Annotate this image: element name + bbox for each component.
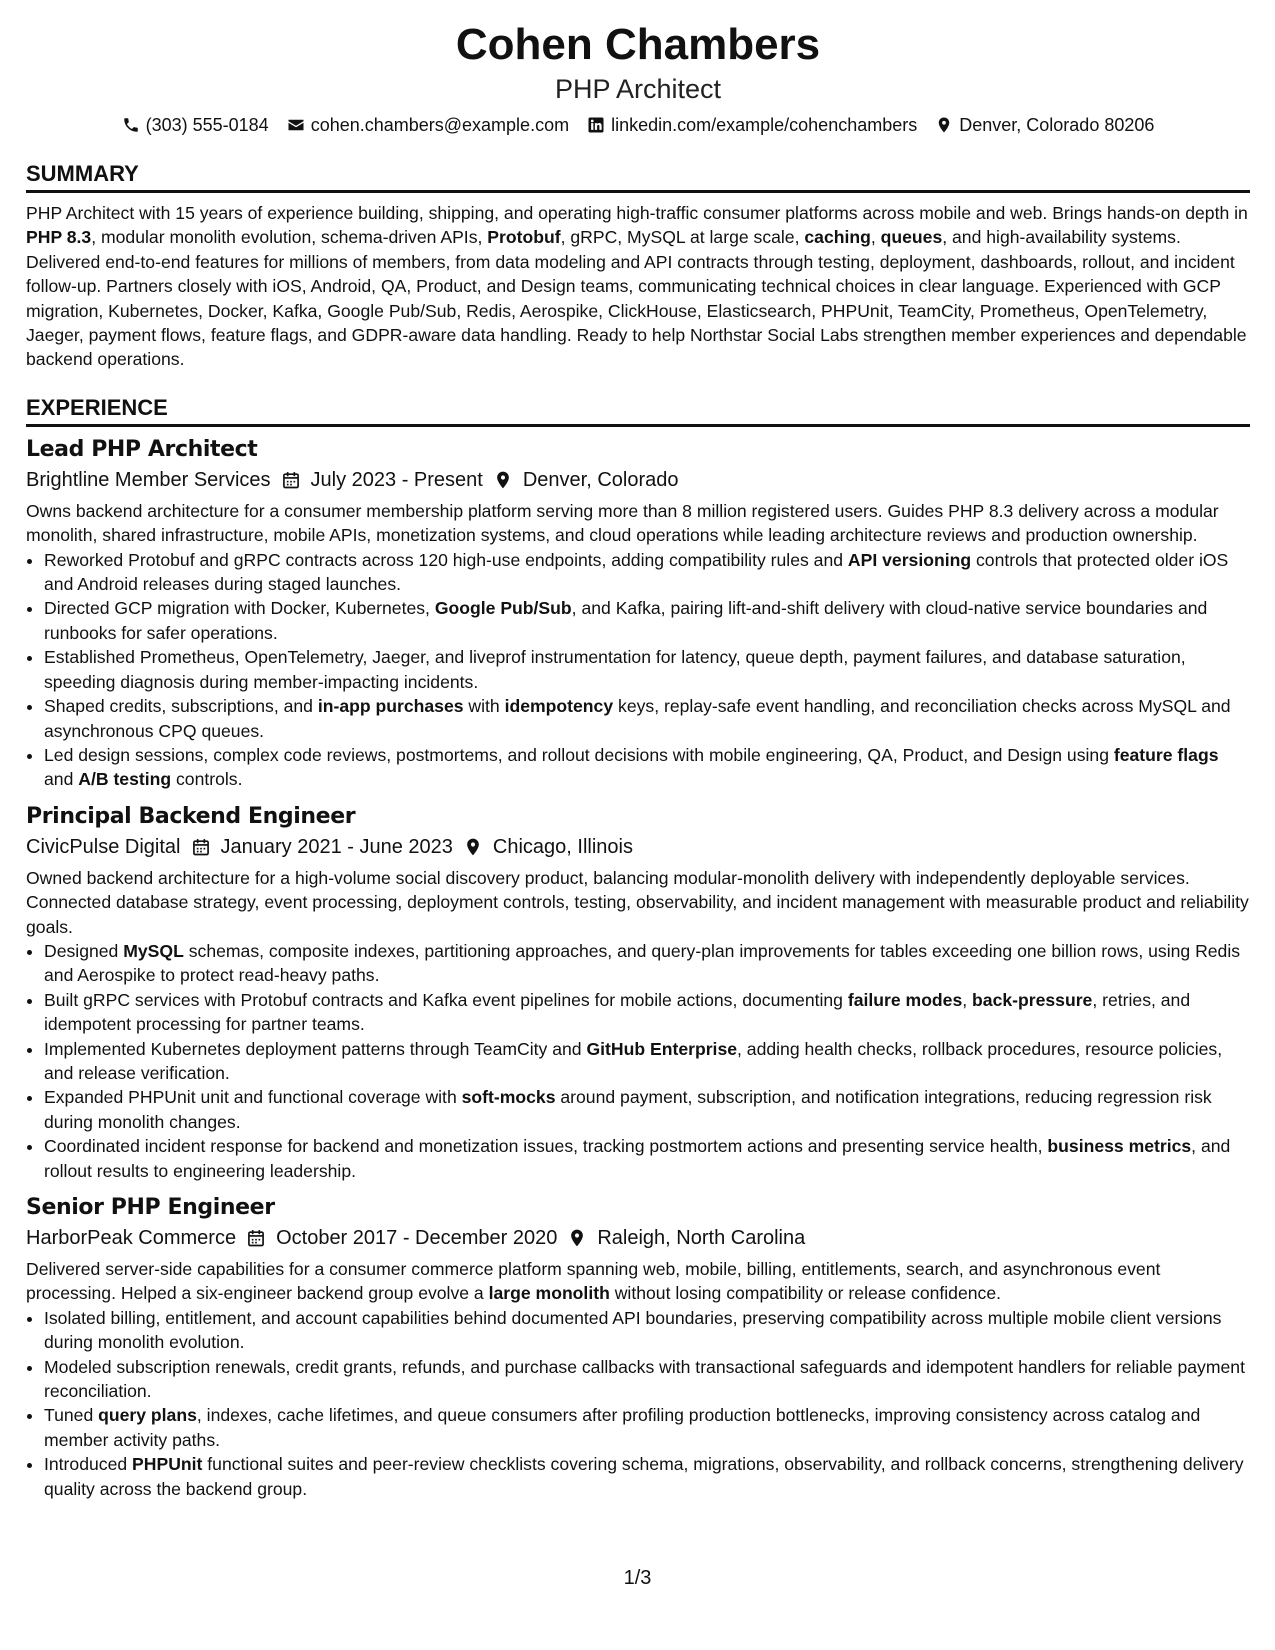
location-text: Denver, Colorado 80206	[959, 115, 1155, 135]
job-title: Senior PHP Engineer	[26, 1195, 275, 1220]
bold-keyword: soft-mocks	[461, 1087, 556, 1108]
bullet-item: • Designed MySQL schemas, composite indexes, partitioning approaches, and query-plan improvements for tables exceeding one billion rows, using Redis and Aerospike to protect read-heavy paths.	[44, 939, 1250, 988]
map-pin-icon	[493, 470, 513, 490]
summary-text: PHP Architect with 15 years of experience building, shipping, and operating high-traffic consumer platforms across mobile and web. Brings hands-on depth in PHP 8.3, modular monolith evolution, schema-driven APIs, Protobuf, gRPC, MySQL at large scale, caching, queues, and high-availability systems. Delivered end-to-end features for millions of members, from data modeling and API contracts through testing, deployment, dashboards, rollout, and incident follow-up. Partners closely with iOS, Android, QA, Product, and Design teams, communicating technical choices in clear language. Experienced with GCP migration, Kubernetes, Docker, Kafka, Google Pub/Sub, Redis, Aerospike, ClickHouse, Elasticsearch, PHPUnit, TeamCity, Prometheus, OpenTelemetry, Jaeger, payment flows, feature flags, and GDPR-aware data handling. Ready to help Northstar Social Labs strengthen member experiences and dependable backend operations.	[26, 203, 1248, 370]
summary-heading: SUMMARY	[26, 160, 1250, 193]
job-bullets	[26, 1306, 1250, 1501]
map-pin-icon	[935, 116, 953, 134]
calendar-icon	[281, 470, 301, 490]
contact-email	[287, 112, 569, 138]
bullet-item: • Coordinated incident response for backend and monetization issues, tracking postmortem actions and presenting service health, business metrics, and rollout results to engineering leadership.	[44, 1134, 1250, 1183]
calendar-icon	[191, 837, 211, 857]
phone-text: (303) 555-0184	[145, 115, 269, 135]
job-bullets	[26, 548, 1250, 792]
contact-linkedin	[587, 112, 917, 138]
experience-section	[26, 394, 1250, 1501]
map-pin-icon	[567, 1228, 587, 1248]
email-text: cohen.chambers@example.com	[310, 115, 570, 135]
job-location: Denver, Colorado	[522, 468, 679, 491]
job-title: Lead PHP Architect	[26, 436, 258, 462]
bold-keyword: business metrics	[1047, 1136, 1192, 1157]
job-company: Brightline Member Services	[26, 468, 271, 491]
bold-keyword: caching	[804, 227, 871, 248]
contact-location	[935, 112, 1154, 138]
job-entry	[26, 802, 1250, 1183]
map-pin-icon	[463, 837, 483, 857]
bullet-item: • Led design sessions, complex code reviews, postmortems, and rollout decisions with mobile engineering, QA, Product, and Design using feature flags and A/B testing controls.	[44, 743, 1250, 792]
bullet-item: • Expanded PHPUnit unit and functional coverage with soft-mocks around payment, subscription, and notification integrations, reducing regression risk during monolith changes.	[44, 1085, 1250, 1134]
job-company: HarborPeak Commerce	[26, 1227, 237, 1249]
bold-keyword: idempotency	[504, 696, 614, 717]
candidate-name: Cohen Chambers	[455, 20, 821, 69]
bullet-item: • Reworked Protobuf and gRPC contracts across 120 high-use endpoints, adding compatibility rules and API versioning controls that protected older iOS and Android releases during staged launches.	[44, 548, 1250, 597]
bold-keyword: MySQL	[123, 940, 184, 961]
job-description: Owned backend architecture for a high-volume social discovery product, balancing modular-monolith delivery with independently deployable services. Connected database strategy, event processing, deployment controls, testing, observability, and incident management with measurable product and reliability goals.	[26, 867, 1249, 937]
bullet-item: • Built gRPC services with Protobuf contracts and Kafka event pipelines for mobile actions, documenting failure modes, back-pressure, retries, and idempotent processing for partner teams.	[44, 988, 1250, 1037]
job-entry	[26, 1193, 1250, 1501]
resume-header	[26, 18, 1250, 138]
calendar-icon	[246, 1228, 266, 1248]
linkedin-text: linkedin.com/example/cohenchambers	[611, 115, 918, 135]
job-location: Raleigh, North Carolina	[597, 1227, 806, 1249]
bullet-item: • Tuned query plans, indexes, cache lifetimes, and queue consumers after profiling production bottlenecks, improving consistency across catalog and member activity paths.	[44, 1403, 1250, 1452]
bullet-item: • Shaped credits, subscriptions, and in-app purchases with idempotency keys, replay-safe event handling, and reconciliation checks across MySQL and asynchronous CPQ queues.	[44, 694, 1250, 743]
job-company: CivicPulse Digital	[26, 835, 181, 858]
contact-line	[26, 112, 1250, 138]
bullet-item: • Isolated billing, entitlement, and account capabilities behind documented API boundaries, preserving compatibility across multiple mobile client versions during monolith evolution.	[44, 1306, 1250, 1355]
bold-keyword: Google Pub/Sub	[434, 598, 572, 619]
bullet-item: • Established Prometheus, OpenTelemetry, Jaeger, and liveprof instrumentation for latency, queue depth, payment failures, and database saturation, speeding diagnosis during member-impacting incidents.	[44, 645, 1250, 694]
envelope-icon	[287, 116, 305, 134]
bold-keyword: GitHub Enterprise	[586, 1038, 738, 1059]
bullet-item: • Modeled subscription renewals, credit grants, refunds, and purchase callbacks with transactional safeguards and idempotent handlers for reliable payment reconciliation.	[44, 1355, 1250, 1404]
job-dates: October 2017 - December 2020	[276, 1227, 558, 1249]
bold-keyword: queues	[880, 227, 943, 248]
bold-keyword: large monolith	[488, 1283, 610, 1304]
bold-keyword: API versioning	[847, 549, 972, 570]
job-meta	[26, 832, 1250, 862]
bold-keyword: feature flags	[1113, 744, 1219, 765]
bold-keyword: A/B testing	[78, 769, 172, 790]
job-entry	[26, 435, 1250, 792]
phone-icon	[122, 116, 140, 134]
bold-keyword: back-pressure	[972, 989, 1093, 1010]
bold-keyword: Protobuf	[487, 227, 561, 248]
job-title: Principal Backend Engineer	[26, 803, 356, 829]
experience-heading: EXPERIENCE	[26, 394, 1250, 427]
page-number: 1/3	[623, 1567, 652, 1589]
bold-keyword: query plans	[98, 1405, 197, 1426]
job-meta	[26, 465, 1250, 495]
resume-page	[26, 18, 1250, 1501]
bold-keyword: PHP 8.3	[26, 227, 92, 248]
summary-section	[26, 160, 1250, 372]
bold-keyword: failure modes	[847, 989, 963, 1010]
linkedin-icon	[587, 116, 605, 134]
bullet-item: • Directed GCP migration with Docker, Kubernetes, Google Pub/Sub, and Kafka, pairing lift-and-shift delivery with cloud-native service boundaries and runbooks for safer operations.	[44, 596, 1250, 645]
bullet-item: • Introduced PHPUnit functional suites and peer-review checklists covering schema, migrations, observability, and rollback concerns, strengthening delivery quality across the backend group.	[44, 1452, 1250, 1501]
job-description: Delivered server-side capabilities for a consumer commerce platform spanning web, mobile, billing, entitlements, search, and asynchronous event processing. Helped a six-engineer backend group evolve a large monolith without losing compatibility or release confidence.	[26, 1259, 1161, 1304]
bullet-item: • Implemented Kubernetes deployment patterns through TeamCity and GitHub Enterprise, adding health checks, rollback procedures, resource policies, and release verification.	[44, 1037, 1250, 1086]
contact-phone	[122, 112, 269, 138]
job-bullets	[26, 939, 1250, 1183]
bold-keyword: in-app purchases	[317, 696, 464, 717]
job-dates: July 2023 - Present	[310, 468, 483, 491]
job-meta	[26, 1223, 1250, 1253]
job-description: Owns backend architecture for a consumer membership platform serving more than 8 million registered users. Guides PHP 8.3 delivery across a modular monolith, shared infrastructure, mobile APIs, monetization systems, and cloud operations while leading architecture reviews and production ownership.	[26, 500, 1219, 546]
bold-keyword: PHPUnit	[132, 1454, 203, 1475]
job-location: Chicago, Illinois	[492, 835, 633, 858]
candidate-title: PHP Architect	[554, 74, 722, 104]
job-dates: January 2021 - June 2023	[220, 835, 453, 858]
